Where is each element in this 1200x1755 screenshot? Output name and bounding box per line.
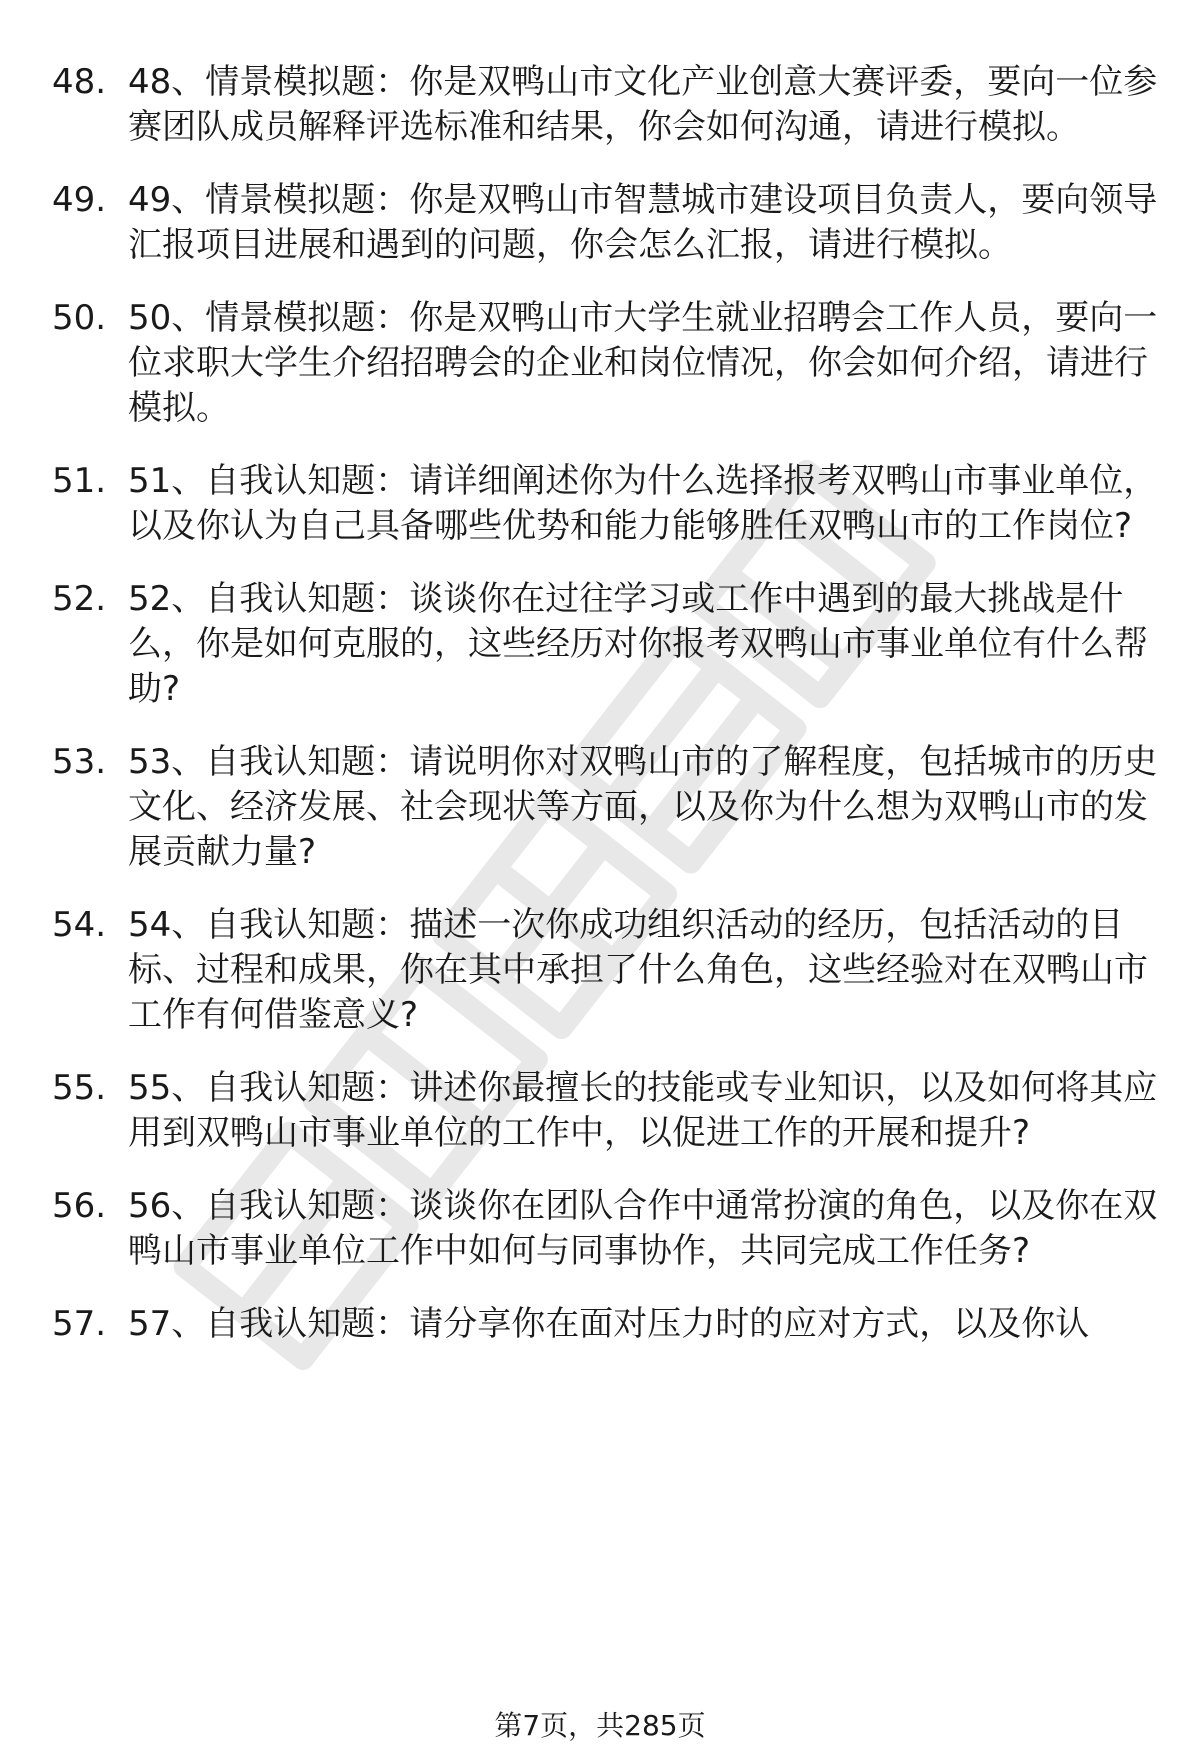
question-number: 53.	[52, 742, 107, 782]
question-item	[0, 459, 1200, 549]
question-number: 56.	[52, 1186, 107, 1226]
question-text: 57、自我认知题：请分享你在面对压力时的应对方式，以及你认	[128, 1304, 1090, 1344]
question-item	[0, 178, 1200, 268]
question-item	[0, 1066, 1200, 1156]
question-text: 49、情景模拟题：你是双鸭山市智慧城市建设项目负责人，要向领导汇报项目进展和遇到的问题，你会怎么汇报，请进行模拟。	[128, 180, 1158, 265]
page-footer	[0, 1708, 1200, 1744]
question-number: 51.	[52, 461, 107, 501]
question-number: 57.	[52, 1304, 107, 1344]
question-text: 50、情景模拟题：你是双鸭山市大学生就业招聘会工作人员，要向一位求职大学生介绍招聘会的企业和岗位情况，你会如何介绍，请进行模拟。	[128, 298, 1158, 428]
page-number-label: 第7页，共285页	[494, 1709, 706, 1742]
question-number: 55.	[52, 1068, 107, 1108]
question-number: 50.	[52, 298, 107, 338]
question-item	[0, 1184, 1200, 1274]
question-list	[0, 60, 1200, 1375]
question-number: 48.	[52, 62, 107, 102]
question-item	[0, 1302, 1200, 1347]
question-text: 51、自我认知题：请详细阐述你为什么选择报考双鸭山市事业单位，以及你认为自己具备哪些优势和能力能够胜任双鸭山市的工作岗位?	[128, 461, 1158, 546]
question-item	[0, 60, 1200, 150]
question-item	[0, 577, 1200, 712]
question-text: 52、自我认知题：谈谈你在过往学习或工作中遇到的最大挑战是什么，你是如何克服的，这些经历对你报考双鸭山市事业单位有什么帮助?	[128, 579, 1148, 709]
question-text: 53、自我认知题：请说明你对双鸭山市的了解程度，包括城市的历史文化、经济发展、社会现状等方面，以及你为什么想为双鸭山市的发展贡献力量?	[128, 742, 1158, 872]
question-text: 55、自我认知题：讲述你最擅长的技能或专业知识，以及如何将其应用到双鸭山市事业单位的工作中，以促进工作的开展和提升?	[128, 1068, 1158, 1153]
question-text: 48、情景模拟题：你是双鸭山市文化产业创意大赛评委，要向一位参赛团队成员解释评选标准和结果，你会如何沟通，请进行模拟。	[128, 62, 1158, 147]
question-number: 54.	[52, 905, 107, 945]
question-number: 52.	[52, 579, 107, 619]
question-number: 49.	[52, 180, 107, 220]
question-item	[0, 740, 1200, 875]
question-item	[0, 903, 1200, 1038]
question-text: 54、自我认知题：描述一次你成功组织活动的经历，包括活动的目标、过程和成果，你在其中承担了什么角色，这些经验对在双鸭山市工作有何借鉴意义?	[128, 905, 1148, 1035]
question-item	[0, 296, 1200, 431]
question-text: 56、自我认知题：谈谈你在团队合作中通常扮演的角色，以及你在双鸭山市事业单位工作中如何与同事协作，共同完成工作任务?	[128, 1186, 1158, 1271]
